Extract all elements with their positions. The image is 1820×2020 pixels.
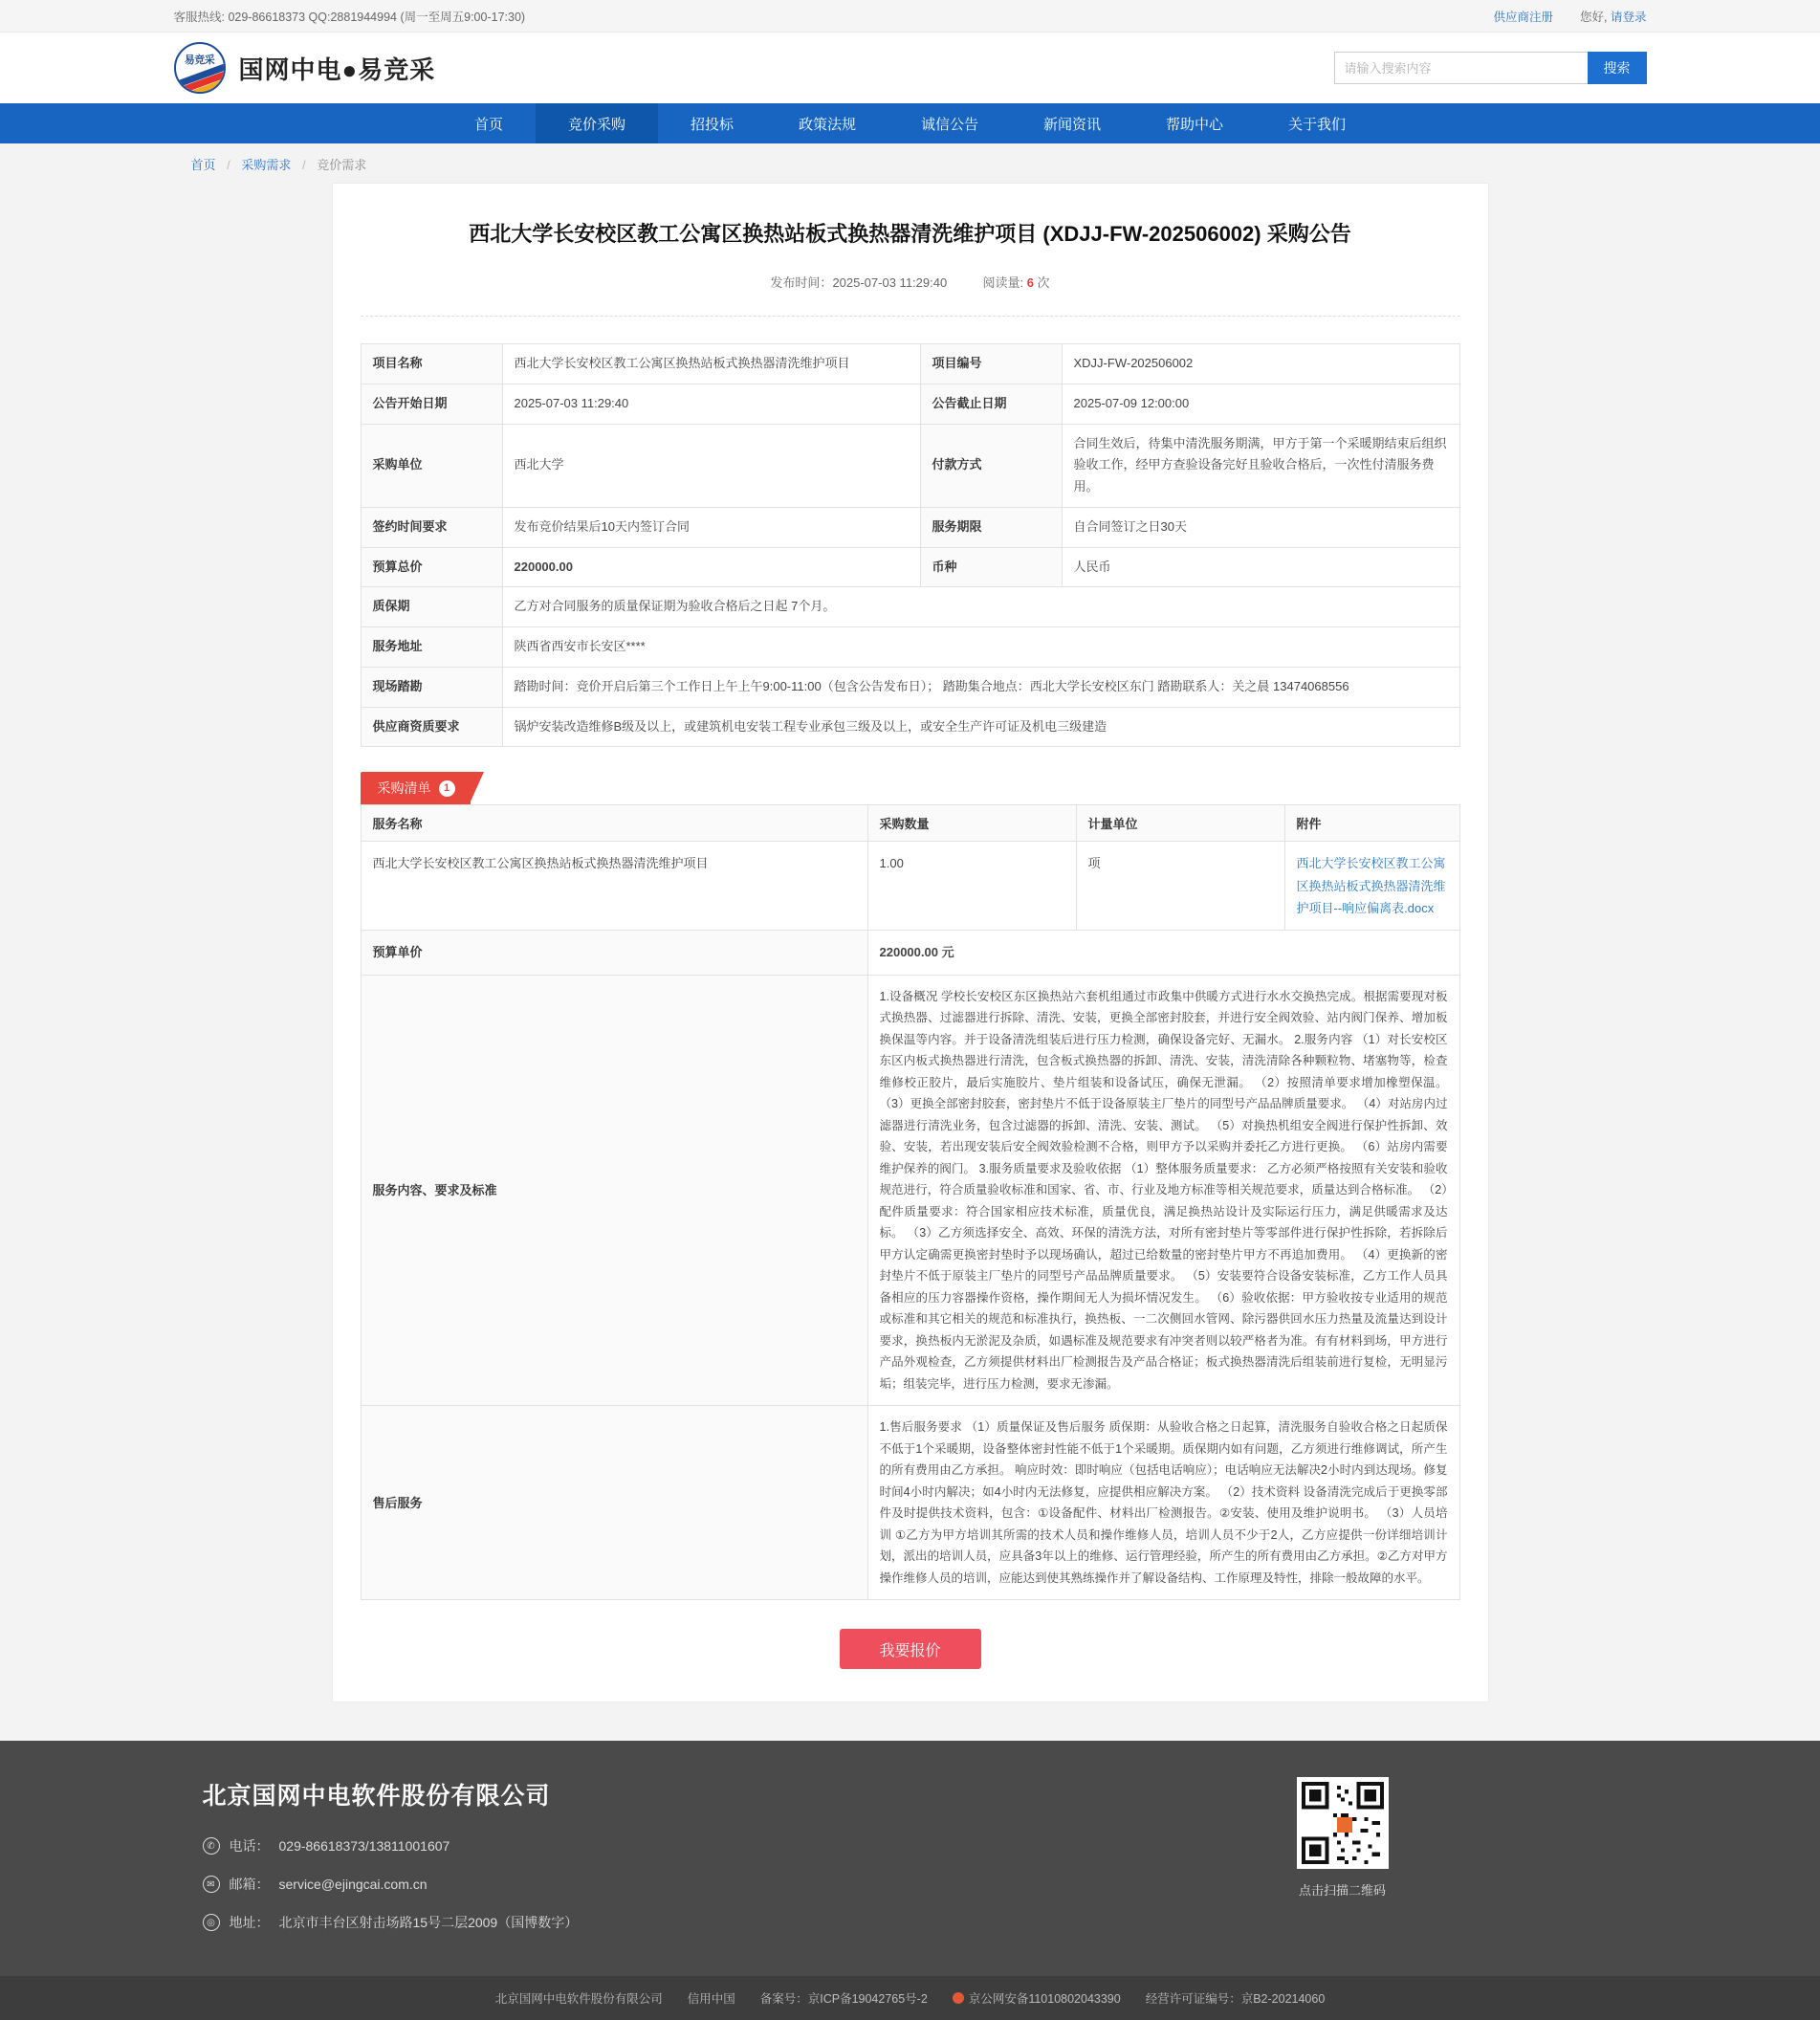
customer-hotline-text: 客服热线: 029-86618373 QQ:2881944994 (周一至周五9:00-17:30): [173, 10, 526, 24]
search-button[interactable]: 搜索: [1588, 52, 1647, 84]
table-row: [361, 1406, 1459, 1600]
footer-company-name: 北京国网中电软件股份有限公司: [202, 1783, 551, 1811]
views-label: 阅读量:: [982, 275, 1024, 290]
header-service-name: 服务名称: [361, 805, 867, 842]
value-unit-price: 220000.00 元: [867, 931, 1459, 975]
copyright-bar: [0, 1976, 1820, 2020]
footer-phone-value: 029-86618373/13811001607: [278, 1838, 450, 1855]
label-currency: 币种: [920, 547, 1062, 587]
breadcrumb-level2[interactable]: 采购需求: [241, 158, 292, 172]
breadcrumb-separator-1: /: [227, 158, 230, 172]
submit-quote-button[interactable]: 我要报价: [840, 1629, 981, 1669]
copyright-credit-china[interactable]: 信用中国: [687, 1992, 735, 2007]
footer-phone-label: 电话：: [229, 1838, 270, 1855]
table-header-row: [361, 805, 1459, 842]
copyright-police-record[interactable]: [953, 1989, 1121, 2007]
breadcrumb-separator-2: /: [302, 158, 306, 172]
site-logo-icon: [174, 42, 226, 94]
table-row: [361, 587, 1459, 627]
cell-service-name: 西北大学长安校区教工公寓区换热站板式换热器清洗维护项目: [361, 842, 867, 931]
purchase-list-tab[interactable]: [361, 772, 1460, 804]
publish-time-label: 发布时间：: [770, 275, 833, 290]
copyright-police-text: 京公网安备11010802043390: [968, 1992, 1121, 2007]
nav-item-help[interactable]: 帮助中心: [1166, 116, 1224, 133]
search-input[interactable]: [1334, 52, 1588, 84]
brand-block[interactable]: [174, 42, 436, 94]
greeting-text: [1580, 8, 1646, 25]
nav-item-news[interactable]: 新闻资讯: [1043, 116, 1102, 133]
cell-attachment[interactable]: [1284, 842, 1459, 931]
table-row: [361, 344, 1459, 384]
attachment-link[interactable]: 西北大学长安校区教工公寓区换热站板式换热器清洗维护项目--响应偏离表.docx: [1296, 856, 1446, 916]
copyright-company: 北京国网中电软件股份有限公司: [494, 1992, 663, 2007]
value-after-sales: 1.售后服务要求 （1）质量保证及售后服务 质保期：从验收合格之日起算，清洗服务自验收合格之日起质保不低于1个采暖期，设备整体密封性能不低于1个采暖期。质保期内如有问题，乙方须进行维修调试，所产生的所有费用由乙方承担。 响应时效：即时响应（包括电话响应）；电话响应无法解决2小时内到达现场。修复时间4小时内解决；如4小时内无法修复，应提供相应解决方案。 （2）技术资料 设备清洗完成后于更换零部件及时提供技术资料，包含：①设备配件、材料出厂检测报告。②安装、使用及维护说明书。 （3）人员培训 ①乙方为甲方培训其所需的技术人员和操作维修人员，培训人员不少于2人，乙方应提供一份详细培训计划，派出的培训人员，应具备3年以上的维修、运行管理经验，所产生的所有费用由乙方承担。②乙方对甲方操作维修人员的培训，应能达到使其熟练操作并了解设备结构、工作原理及特性，排除一般故障的水平。: [867, 1406, 1459, 1600]
table-row: [361, 667, 1459, 707]
label-project-name: 项目名称: [361, 344, 502, 384]
header-unit: 计量单位: [1076, 805, 1284, 842]
value-site-survey: 踏勘时间：竞价开启后第三个工作日上午上午9:00-11:00（包含公告发布日）； 踏勘集合地点：西北大学长安校区东门 踏勘联系人：关之晨 13474068556: [502, 667, 1459, 707]
value-purchase-unit: 西北大学: [502, 424, 920, 507]
nav-item-home[interactable]: 首页: [473, 116, 503, 133]
label-warranty: 质保期: [361, 587, 502, 627]
label-end-date: 公告截止日期: [920, 384, 1062, 424]
table-row: [361, 424, 1459, 507]
table-row: [361, 707, 1459, 747]
value-sign-time: 发布竞价结果后10天内签订合同: [502, 507, 920, 547]
label-project-code: 项目编号: [920, 344, 1062, 384]
supplier-register-link[interactable]: 供应商注册: [1493, 10, 1554, 24]
value-service-address: 陕西省西安市长安区****: [502, 627, 1459, 668]
value-start-date: 2025-07-03 11:29:40: [502, 384, 920, 424]
site-name: 国网中电●易竞采: [238, 55, 436, 84]
label-unit-price: 预算单价: [361, 931, 867, 975]
value-payment-method: 合同生效后，待集中清洗服务期满，甲方于第一个采暖期结束后组织验收工作，经甲方查验设备完好且验收合格后，一次性付清服务费用。: [1062, 424, 1459, 507]
footer-qr-block[interactable]: [1297, 1777, 1389, 1899]
label-budget-total: 预算总价: [361, 547, 502, 587]
site-header: [0, 33, 1820, 103]
nav-item-about[interactable]: 关于我们: [1288, 116, 1347, 133]
greeting-label: 您好,: [1580, 10, 1608, 24]
police-badge-icon: [953, 1992, 964, 2004]
login-link[interactable]: 请登录: [1610, 10, 1647, 24]
value-budget-total: 220000.00: [502, 547, 920, 587]
footer-email-value: service@ejingcai.com.cn: [278, 1877, 428, 1893]
publish-time-value: 2025-07-03 11:29:40: [832, 275, 948, 290]
site-footer: [0, 1741, 1820, 1976]
label-purchase-unit: 采购单位: [361, 424, 502, 507]
breadcrumb-home[interactable]: 首页: [190, 158, 216, 172]
value-service-period: 自合同签订之日30天: [1062, 507, 1459, 547]
main-navigation[interactable]: [0, 103, 1820, 143]
value-end-date: 2025-07-09 12:00:00: [1062, 384, 1459, 424]
footer-phone-line: [203, 1836, 579, 1855]
top-utility-bar: [0, 0, 1820, 33]
qr-code-image[interactable]: [1297, 1777, 1389, 1869]
label-site-survey: 现场踏勘: [361, 667, 502, 707]
location-pin-icon: ◎: [203, 1914, 220, 1931]
qr-caption: 点击扫描二维码: [1298, 1883, 1386, 1899]
footer-email-line: [203, 1875, 579, 1894]
table-row: [361, 627, 1459, 668]
value-warranty: 乙方对合同服务的质量保证期为验收合格后之日起 7个月。: [502, 587, 1459, 627]
copyright-license: 经营许可证编号：京B2-20214060: [1145, 1992, 1326, 2007]
label-service-period: 服务期限: [920, 507, 1062, 547]
label-supplier-qualification: 供应商资质要求: [361, 707, 502, 747]
nav-item-credit-notice[interactable]: 诚信公告: [921, 116, 979, 133]
nav-item-policy[interactable]: 政策法规: [798, 116, 856, 133]
copyright-icp[interactable]: 备案号：京ICP备19042765号-2: [759, 1992, 928, 2007]
cell-quantity: 1.00: [867, 842, 1076, 931]
project-info-table: [361, 343, 1460, 747]
table-row: [361, 384, 1459, 424]
label-payment-method: 付款方式: [920, 424, 1062, 507]
views-unit: 次: [1037, 275, 1050, 290]
qr-code-icon: [1302, 1782, 1384, 1864]
value-project-code: XDJJ-FW-202506002: [1062, 344, 1459, 384]
label-service-address: 服务地址: [361, 627, 502, 668]
info-table-wrapper: [361, 343, 1460, 747]
breadcrumb: [174, 143, 1647, 183]
page-title: 西北大学长安校区教工公寓区换热站板式换热器清洗维护项目 (XDJJ-FW-202506002) 采购公告: [469, 222, 1351, 246]
value-currency: 人民币: [1062, 547, 1459, 587]
footer-email-label: 邮箱：: [229, 1877, 270, 1893]
logo-text: 易竞采: [184, 55, 215, 66]
purchase-list-tab-label: 采购清单: [377, 780, 431, 797]
header-attachment: 附件: [1284, 805, 1459, 842]
phone-icon: ✆: [203, 1837, 220, 1855]
header-quantity: 采购数量: [867, 805, 1076, 842]
breadcrumb-current: 竞价需求: [317, 158, 367, 172]
value-service-content: 1.设备概况 学校长安校区东区换热站六套机组通过市政集中供暖方式进行水水交换热完成。根据需要现对板式换热器、过滤器进行拆除、清洗、安装，更换全部密封胶套，并进行安全阀效验、站内阀门保养、增加板换保温等内容。并于设备清洗组装后进行压力检测，确保设备完好、无漏水。 2.服务内容 （1）对长安校区东区内板式换热器进行清洗，包含板式换热器的拆卸、清洗、安装，清洗清除各种颗粒物、堵塞物等，检查维修校正胶片，最后实施胶片、垫片组装和设备试压，确保无泄漏。 （2）按照清单要求增加橡塑保温。 （3）更换全部密封胶套，密封垫片不低于设备原装主厂垫片的同型号产品品牌质量要求。 （4）对站房内过滤器进行清洗业务，包含过滤器的拆卸、清洗、安装、测试。 （5）对换热机组安全阀进行保护性拆卸、效验、安装，若出现安装后安全阀效验检测不合格，则甲方予以采购并委托乙方进行更换。 （6）站房内需要维护保养的阀门。 3.服务质量要求及验收依据 （1）整体服务质量要求： 乙方必须严格按照有关安装和验收规范进行，符合质量验收标准和国家、省、市、行业及地方标准等相关规范要求，质量达到合格标准。 （2）配件质量要求：符合国家相应技术标准，质量优良，满足换热站设计及实际运行压力，满足供暖需求及达标。 （3）乙方须选择安全、高效、环保的清洗方法，对所有密封垫片等零部件进行保护性拆除，若拆除后甲方认定确需更换密封垫时予以现场确认，超过已给数量的密封垫片甲方不再追加费用。 （4）更换新的密封垫片不低于原装主厂垫片的同型号产品品牌质量要求。 （5）安装要符合设备安装标准，乙方工作人员具备相应的压力容器操作资格，操作期间无人为损坏情况发生。 （6）验收依据：甲方验收按专业适用的规范或标准和其它相关的规范和标准执行，换热板、一二次侧回水管网、除污器供回水压力热量及流量达到设计要求，换热板内无淤泥及杂质，如遇标准及规范要求有冲突者则以较严格者为准。有有材料到场，甲方进行产品外观检查，乙方须提供材料出厂检测报告及产品合格证；板式换热器清洗后组装前进行复检，无明显污垢；组装完毕，进行压力检测，要求无渗漏。: [867, 975, 1459, 1406]
nav-item-tender[interactable]: 招投标: [690, 116, 734, 133]
footer-address-label: 地址：: [229, 1915, 270, 1931]
value-supplier-qualification: 锅炉安装改造维修B级及以上，或建筑机电安装工程专业承包三级及以上，或安全生产许可证及机电三级建造: [502, 707, 1459, 747]
label-service-content: 服务内容、要求及标准: [361, 975, 867, 1406]
table-row: [361, 931, 1459, 975]
purchase-list-count-badge: 1: [439, 780, 455, 797]
footer-contact-block: [203, 1777, 579, 1951]
footer-address-value: 北京市丰台区射击场路15号二层2009（国博数字）: [278, 1915, 579, 1931]
announcement-card: [332, 183, 1489, 1702]
label-after-sales: 售后服务: [361, 1406, 867, 1600]
cell-unit: 项: [1076, 842, 1284, 931]
action-row: [333, 1629, 1488, 1669]
table-row: [361, 547, 1459, 587]
label-sign-time: 签约时间要求: [361, 507, 502, 547]
views-count: 6: [1026, 275, 1034, 290]
value-project-name: 西北大学长安校区教工公寓区换热站板式换热器清洗维护项目: [502, 344, 920, 384]
table-row: [361, 975, 1459, 1406]
table-row: [361, 507, 1459, 547]
nav-item-bidding-purchase[interactable]: 竞价采购: [536, 103, 658, 143]
search-box[interactable]: [1334, 52, 1647, 84]
mail-icon: ✉: [203, 1876, 220, 1893]
announcement-meta: [361, 273, 1460, 317]
table-row: [361, 842, 1459, 931]
purchase-list-table: [361, 804, 1460, 1600]
label-start-date: 公告开始日期: [361, 384, 502, 424]
footer-address-line: [203, 1913, 579, 1932]
